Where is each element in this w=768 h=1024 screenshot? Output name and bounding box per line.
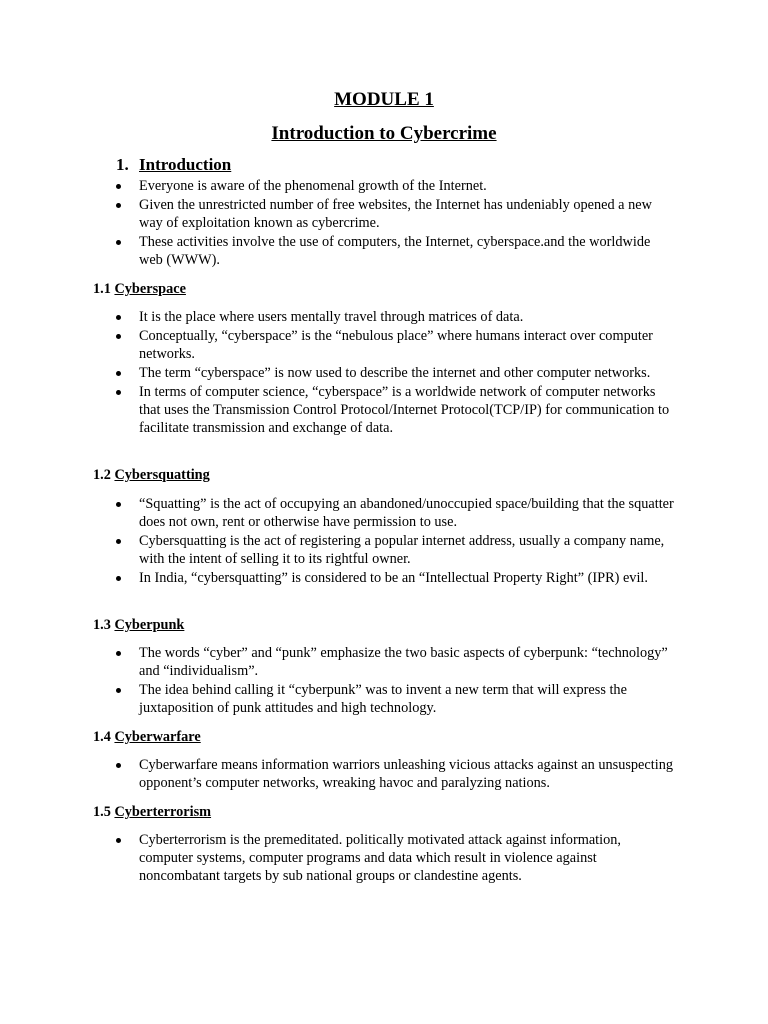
bullet-icon <box>116 502 121 507</box>
list-item <box>116 308 676 326</box>
section-title: Cyberspace <box>114 281 186 297</box>
bullet-icon <box>116 576 121 581</box>
document-title: Introduction to Cybercrime <box>271 123 497 144</box>
cybersquatting-bullet-list <box>116 495 676 588</box>
bullet-icon <box>116 184 121 189</box>
bullet-icon <box>116 315 121 320</box>
section-title: Cyberwarfare <box>114 729 201 745</box>
bullet-text: These activities involve the use of computers, the Internet, cyberspace.and the worldwide web (WWW). <box>139 234 651 268</box>
section-title: Cybersquatting <box>114 467 210 483</box>
bullet-text: Given the unrestricted number of free websites, the Internet has undeniably opened a new way of exploitation known as cybercrime. <box>139 197 652 231</box>
list-item <box>116 644 676 680</box>
bullet-text: “Squatting” is the act of occupying an abandoned/unoccupied space/building that the squatter does not own, rent or otherwise have permission to use. <box>139 496 674 530</box>
intro-bullet-list <box>116 177 676 270</box>
section-heading-cyberpunk <box>93 616 184 634</box>
bullet-text: The words “cyber” and “punk” emphasize the two basic aspects of cyberpunk: “technology” and “individualism”. <box>139 645 668 679</box>
list-item <box>116 327 676 363</box>
section-heading-cyberspace <box>93 280 186 298</box>
list-item <box>116 532 676 568</box>
section-number: 1.5 <box>93 804 111 820</box>
section-number: 1.2 <box>93 467 111 483</box>
list-item <box>116 233 676 269</box>
list-item <box>116 681 676 717</box>
list-item <box>116 569 676 587</box>
list-item <box>116 364 676 382</box>
module-title: MODULE 1 <box>334 89 434 110</box>
bullet-text: Conceptually, “cyberspace” is the “nebulous place” where humans interact over computer networks. <box>139 328 653 362</box>
list-item <box>116 196 676 232</box>
cyberwarfare-bullet-list <box>116 756 676 793</box>
bullet-icon <box>116 334 121 339</box>
section-number: 1.3 <box>93 617 111 633</box>
bullet-icon <box>116 688 121 693</box>
section-number: 1.1 <box>93 281 111 297</box>
bullet-text: Cyberterrorism is the premeditated. politically motivated attack against information, computer systems, computer programs and data which result in violence against noncombatant targets by sub national groups or clandestine agents. <box>139 832 621 884</box>
bullet-icon <box>116 240 121 245</box>
list-item <box>116 177 676 195</box>
bullet-text: The idea behind calling it “cyberpunk” was to invent a new term that will express the juxtaposition of punk attitudes and high technology. <box>139 682 627 716</box>
cyberterrorism-bullet-list <box>116 831 676 886</box>
section-title: Cyberpunk <box>114 617 185 633</box>
bullet-icon <box>116 763 121 768</box>
bullet-text: The term “cyberspace” is now used to describe the internet and other computer networks. <box>139 365 651 381</box>
bullet-icon <box>116 539 121 544</box>
bullet-icon <box>116 203 121 208</box>
section-heading-cyberterrorism <box>93 803 211 821</box>
intro-heading-text: Introduction <box>139 155 232 174</box>
section-heading-cyberwarfare <box>93 728 201 746</box>
bullet-text: Cybersquatting is the act of registering a popular internet address, usually a company name, with the intent of selling it to its rightful owner. <box>139 533 665 567</box>
section-title: Cyberterrorism <box>114 804 212 820</box>
section-number: 1.4 <box>93 729 111 745</box>
list-item <box>116 831 676 885</box>
cyberspace-bullet-list <box>116 308 676 438</box>
bullet-icon <box>116 838 121 843</box>
bullet-icon <box>116 651 121 656</box>
list-item <box>116 383 676 437</box>
intro-heading <box>116 155 231 175</box>
cyberpunk-bullet-list <box>116 644 676 718</box>
bullet-text: Everyone is aware of the phenomenal growth of the Internet. <box>139 178 487 194</box>
bullet-text: In terms of computer science, “cyberspace” is a worldwide network of computer networks that uses the Transmission Control Protocol/Internet Protocol(TCP/IP) for communication to facilitate transmission and exchange of data. <box>139 384 670 436</box>
bullet-icon <box>116 371 121 376</box>
bullet-text: In India, “cybersquatting” is considered to be an “Intellectual Property Right” (IPR) evil. <box>139 570 648 586</box>
bullet-text: It is the place where users mentally travel through matrices of data. <box>139 309 524 325</box>
bullet-text: Cyberwarfare means information warriors unleashing vicious attacks against an unsuspecting opponent’s computer networks, wreaking havoc and paralyzing nations. <box>139 757 673 791</box>
intro-number: 1. <box>116 155 129 174</box>
section-heading-cybersquatting <box>93 466 210 484</box>
bullet-icon <box>116 390 121 395</box>
list-item <box>116 756 676 792</box>
list-item <box>116 495 676 531</box>
